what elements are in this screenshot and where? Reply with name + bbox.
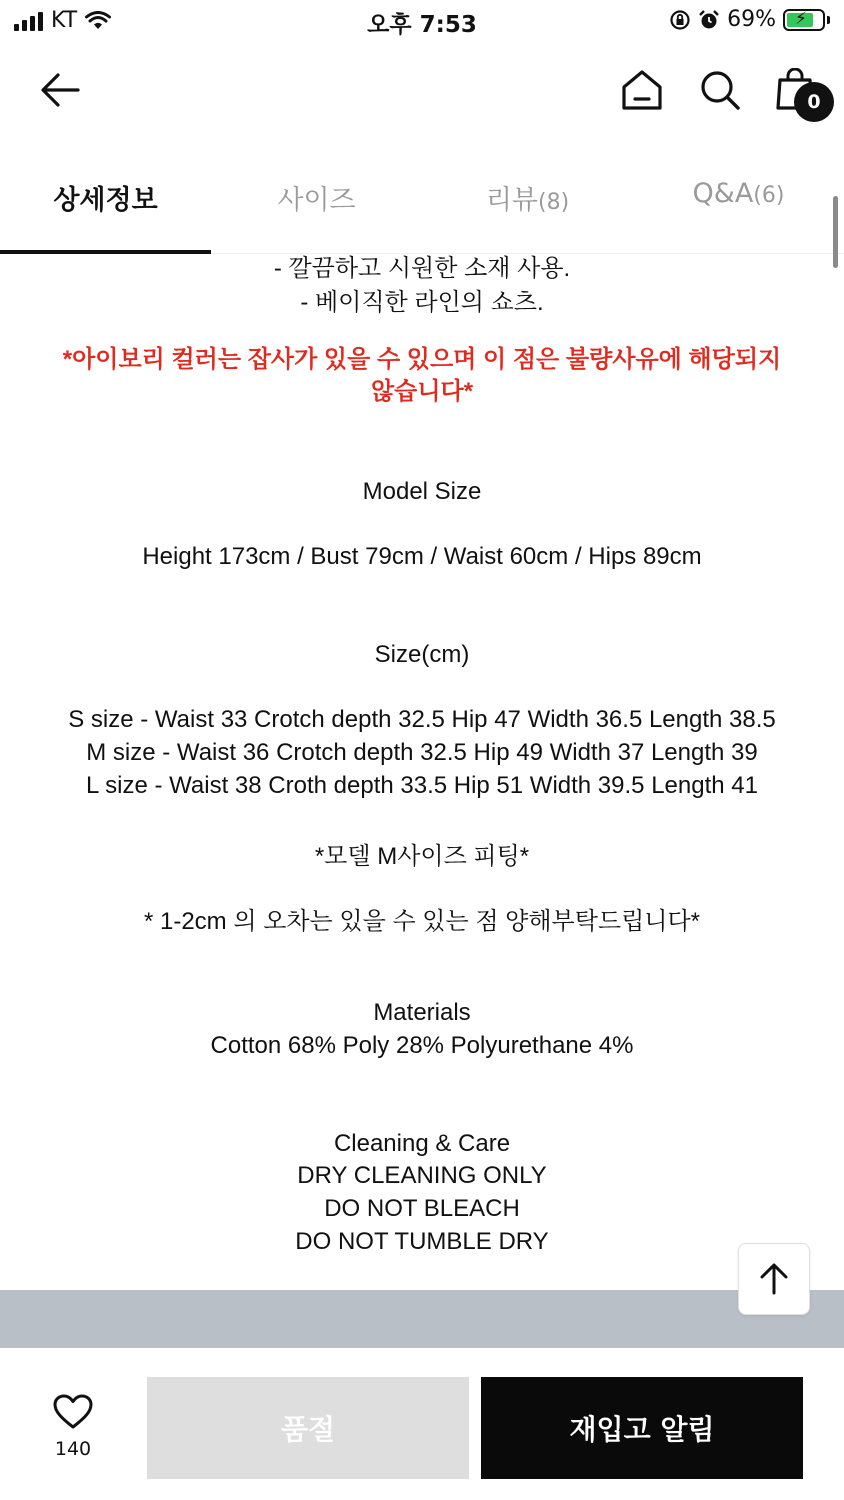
tab-label: 사이즈 xyxy=(277,185,356,216)
soldout-button[interactable]: 품절 xyxy=(147,1377,469,1479)
description-line: - 베이직한 라인의 쇼츠. xyxy=(300,289,544,316)
nav-actions xyxy=(620,68,820,112)
model-size-text: Height 173cm / Bust 79cm / Waist 60cm / Hips 89cm xyxy=(142,543,702,570)
battery-percent: 69% xyxy=(727,7,776,32)
orientation-lock-icon xyxy=(669,9,691,31)
detail-tabs xyxy=(0,160,844,254)
tab-count: (8) xyxy=(538,190,570,215)
tab-size[interactable] xyxy=(211,160,422,253)
care-line: DRY CLEANING ONLY xyxy=(297,1162,547,1189)
tab-detail-info[interactable] xyxy=(0,160,211,253)
search-icon xyxy=(698,68,742,112)
care-line: DO NOT BLEACH xyxy=(324,1195,520,1222)
description-line: - 깔끔하고 시원한 소재 사용. xyxy=(273,255,571,282)
tolerance-note: * 1-2cm 의 오차는 있을 수 있는 점 양해부탁드립니다* xyxy=(143,908,700,935)
battery-icon: ⚡ xyxy=(783,9,825,31)
fitting-note: *모델 M사이즈 피팅* xyxy=(314,843,530,870)
scroll-to-top-button[interactable] xyxy=(738,1243,810,1315)
cart-count-badge: 0 xyxy=(794,82,834,122)
size-row: L size - Waist 38 Croth depth 33.5 Hip 51 Width 39.5 Length 41 xyxy=(86,772,758,799)
heart-icon xyxy=(53,1394,93,1430)
size-row: M size - Waist 36 Crotch depth 32.5 Hip 49 Width 37 Length 39 xyxy=(86,739,758,766)
like-count: 140 xyxy=(54,1438,92,1460)
cart-button[interactable] xyxy=(776,68,820,112)
battery-tip xyxy=(827,16,830,24)
top-nav xyxy=(0,52,844,132)
tab-label: Q&A xyxy=(692,178,754,209)
tab-review[interactable] xyxy=(422,160,633,253)
like-button[interactable] xyxy=(44,1394,102,1460)
carrier-label: KT xyxy=(51,8,78,33)
model-size-title: Model Size xyxy=(362,478,482,505)
care-title: Cleaning & Care xyxy=(333,1130,511,1157)
status-bar xyxy=(0,0,844,44)
bottom-action-bar xyxy=(0,1348,844,1500)
alarm-icon xyxy=(698,9,720,31)
status-time: 오후 7:53 xyxy=(367,12,477,38)
materials-text: Cotton 68% Poly 28% Polyurethane 4% xyxy=(210,1032,634,1059)
image-strip xyxy=(0,1290,844,1348)
care-line: DO NOT TUMBLE DRY xyxy=(295,1228,549,1255)
product-detail-content xyxy=(0,254,844,1290)
restock-alert-button[interactable]: 재입고 알림 xyxy=(481,1377,803,1479)
tab-count: (6) xyxy=(753,183,785,208)
warning-text: 않습니다* xyxy=(370,378,474,405)
back-button[interactable] xyxy=(38,68,82,112)
materials-title: Materials xyxy=(373,999,471,1026)
tab-label: 상세정보 xyxy=(53,185,158,216)
tab-qna[interactable] xyxy=(633,160,844,253)
arrow-up-icon xyxy=(757,1262,791,1296)
warning-text: *아이보리 컬러는 잡사가 있을 수 있으며 이 점은 불량사유에 해당되지 xyxy=(62,346,782,373)
tab-label: 리뷰 xyxy=(485,185,538,216)
size-row: S size - Waist 33 Crotch depth 32.5 Hip 47 Width 36.5 Length 38.5 xyxy=(68,706,776,733)
arrow-left-icon xyxy=(38,68,82,112)
home-icon xyxy=(620,68,664,112)
size-title: Size(cm) xyxy=(374,641,470,668)
search-button[interactable] xyxy=(698,68,742,112)
home-button[interactable] xyxy=(620,68,664,112)
status-right xyxy=(669,7,830,32)
